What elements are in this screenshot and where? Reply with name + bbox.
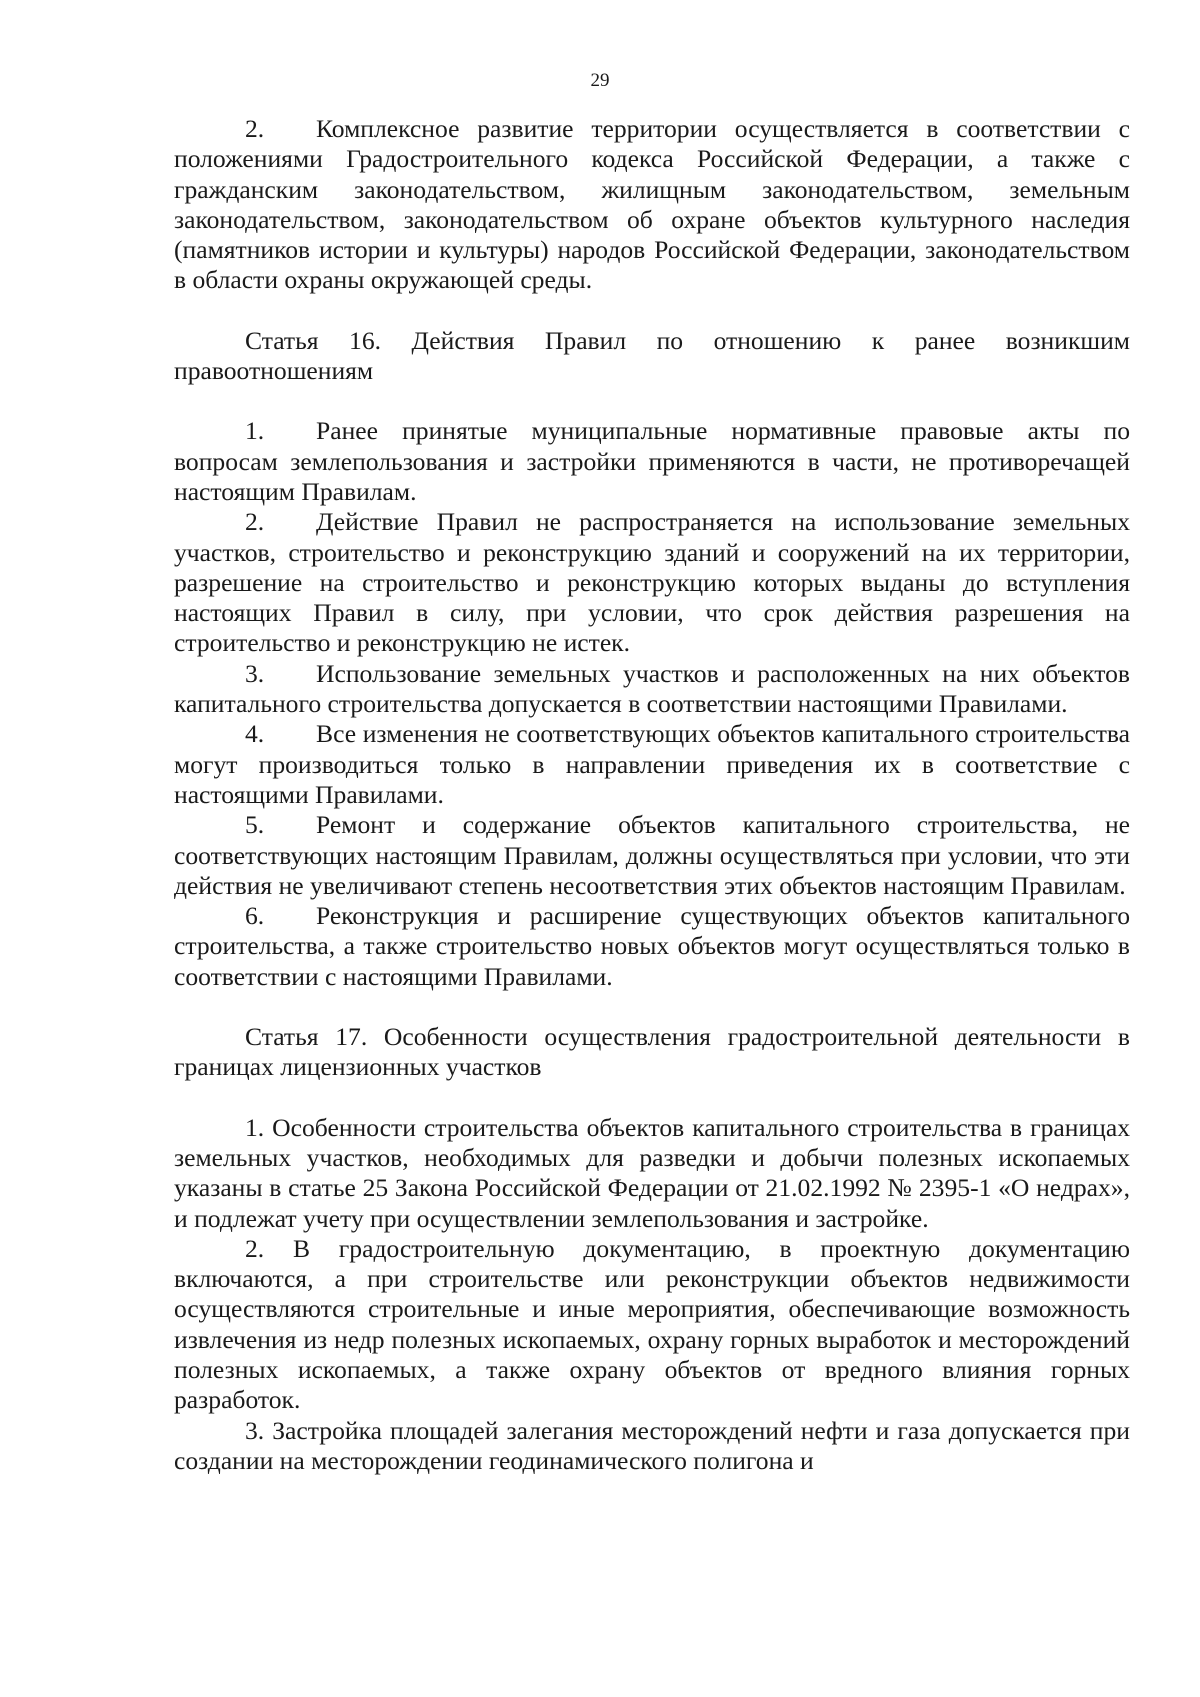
item-number: 6.: [245, 901, 265, 931]
article-17-item-3: 3. Застройка площадей залегания месторождений нефти и газа допускается при создании на месторождении геодинамического полигона и: [174, 1415, 1130, 1475]
item-number: 2.: [245, 507, 265, 537]
spacer: [174, 386, 1130, 416]
item-number: 3.: [245, 658, 265, 688]
article-16-item-5: [174, 810, 1130, 901]
page-number: 29: [590, 70, 610, 91]
article-17-heading: Статья 17. Особенности осуществления градостроительной деятельности в границах лицензионных участков: [174, 1022, 1130, 1082]
item-number: 1.: [245, 416, 265, 446]
article-16-item-6: [174, 901, 1130, 992]
paragraph-2: [174, 114, 1130, 296]
item-text: Все изменения не соответствующих объектов капитального строительства могут производиться только в направлении приведения их в соответствие с настоящими Правилами.: [174, 719, 1130, 809]
item-number: 5.: [245, 810, 265, 840]
article-16-item-3: [174, 659, 1130, 720]
spacer: [174, 296, 1130, 326]
paragraph-text: Комплексное развитие территории осуществляется в соответствии с положениями Градостроительного кодекса Российской Федерации, а также с гражданским законодательством, жилищным законодательством, земельным законодательством, законодательством об охране объектов культурного наследия (памятников истории и культуры) народов Российской Федерации, законодательством в области охраны окружающей среды.: [174, 114, 1130, 295]
item-number: 4.: [245, 719, 265, 749]
document-body: [174, 114, 1130, 1476]
article-16-item-2: [174, 507, 1130, 658]
item-text: Ремонт и содержание объектов капитального строительства, не соответствующих настоящим Правилам, должны осуществляться при условии, что эти действия не увеличивают степень несоответствия этих объектов настоящим Правилам.: [174, 810, 1130, 900]
article-17-item-1: 1. Особенности строительства объектов капитального строительства в границах земельных участков, необходимых для разведки и добычи полезных ископаемых указаны в статье 25 Закона Российской Федерации от 21.02.1992 № 2395-1 «О недрах», и подлежат учету при осуществлении землепользования и застройке.: [174, 1112, 1130, 1233]
article-16-item-4: [174, 719, 1130, 810]
item-text: Использование земельных участков и расположенных на них объектов капитального строительства допускается в соответствии настоящими Правилами.: [174, 658, 1130, 719]
article-17-item-2: 2. В градостроительную документацию, в проектную документацию включаются, а при строительстве или реконструкции объектов недвижимости осуществляются строительные и иные мероприятия, обеспечивающие возможность извлечения из недр полезных ископаемых, охрану горных выработок и месторождений полезных ископаемых, а также охрану объектов от вредного влияния горных разработок.: [174, 1233, 1130, 1415]
item-text: Реконструкция и расширение существующих объектов капитального строительства, а также строительство новых объектов могут осуществляться только в соответствии с настоящими Правилами.: [174, 901, 1130, 991]
item-text: Действие Правил не распространяется на использование земельных участков, строительство и реконструкцию зданий и сооружений на их территории, разрешение на строительство и реконструкцию которых выданы до вступления настоящих Правил в силу, при условии, что срок действия разрешения на строительство и реконструкцию не истек.: [174, 507, 1130, 658]
article-16-heading: Статья 16. Действия Правил по отношению к ранее возникшим правоотношениям: [174, 325, 1130, 386]
item-text: Ранее принятые муниципальные нормативные правовые акты по вопросам землепользования и застройки применяются в части, не противоречащей настоящим Правилам.: [174, 416, 1130, 506]
paragraph-number: 2.: [245, 114, 265, 143]
spacer: [174, 992, 1130, 1022]
article-16-item-1: [174, 416, 1130, 507]
spacer: [174, 1083, 1130, 1113]
